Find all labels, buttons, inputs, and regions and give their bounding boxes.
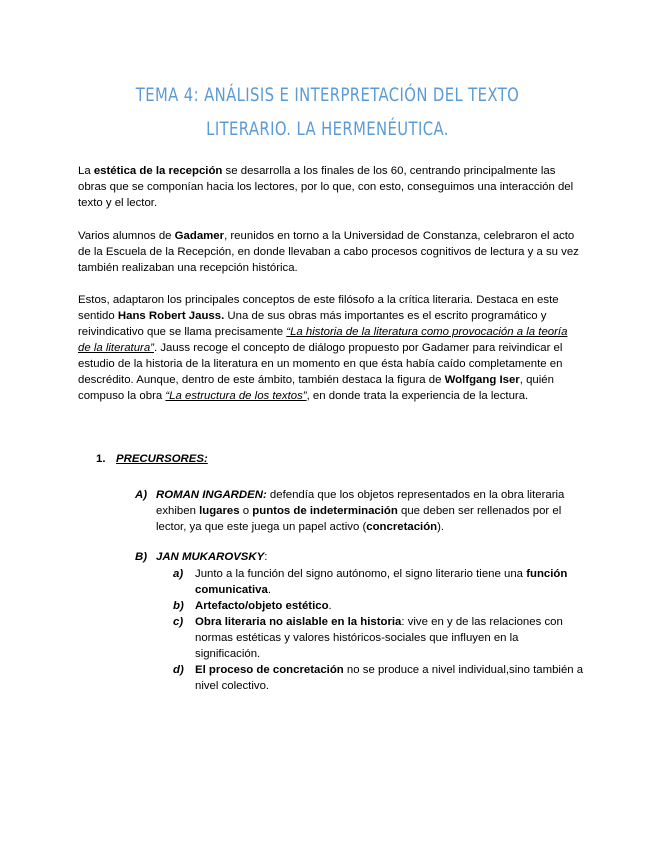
bold-term: Obra literaria no aislable en la historia xyxy=(195,616,402,628)
bold-term: concretación xyxy=(366,521,438,533)
work-title-reference: “La historia de la literatura como provocación a la teoría de la literatura” xyxy=(78,326,568,354)
text: , en donde trata la experiencia de la lectura. xyxy=(306,390,529,402)
text: que deben ser rellenados por el lector, ya que este juega un papel activo ( xyxy=(156,505,562,533)
list-marker: d) xyxy=(173,664,184,676)
text: Varios alumnos de xyxy=(78,230,175,242)
page-title: TEMA 4: ANÁLISIS E INTERPRETACIÓN DEL TEXTO LITERARIO. LA HERMENÉUTICA. xyxy=(135,84,520,140)
bold-term: El proceso de concretación xyxy=(195,664,344,676)
text: defendía que los objetos representados en la obra literaria exhiben xyxy=(156,489,565,517)
bold-term: puntos de indeterminación xyxy=(252,505,398,517)
list-item-mukarovsky xyxy=(135,549,584,565)
text: . xyxy=(328,600,332,612)
text: La xyxy=(78,165,94,177)
paragraph-jauss-iser xyxy=(78,292,583,404)
text: . Jauss recoge el concepto de diálogo propuesto por Gadamer para reivindicar el estudio de la historia de la literatura en un momento en que ésta había caído completamente en descrédito. Aunque, dentro de este ámbito, también destaca la figura de xyxy=(78,342,563,386)
text: : vive en y de las relaciones con normas estéticas y valores históricos-sociales que influyen en la significación. xyxy=(195,616,563,660)
sub-item-c xyxy=(173,614,585,662)
text: , reunidos en torno a la Universidad de Constanza, celebraron el acto de la Escuela de la Recepción, en donde llevaban a cabo procesos cognitivos de lectura y a su vez también realizaban una recepción histórica. xyxy=(78,230,579,274)
sub-item-d xyxy=(173,662,585,694)
bold-term: Hans Robert Jauss. xyxy=(117,310,225,322)
text: . xyxy=(267,584,271,596)
text: Estos, adaptaron los principales conceptos de este filósofo a la crítica literaria. Destaca en este sentido xyxy=(78,294,559,322)
text: , quién compuso la obra xyxy=(78,374,554,402)
list-marker: A) xyxy=(135,489,148,501)
work-title-reference: “La estructura de los textos” xyxy=(165,390,307,402)
paragraph-reception-aesthetics xyxy=(78,163,583,211)
list-item-ingarden xyxy=(135,487,584,535)
text: Una de sus obras más importantes es el escrito programático y reivindicativo que se llama precisamente xyxy=(78,310,547,338)
author-name: JAN MUKAROVSKY xyxy=(156,551,265,563)
paragraph-gadamer xyxy=(78,228,583,276)
bold-term: estética de la recepción xyxy=(93,165,223,177)
text: : xyxy=(264,551,268,563)
section-number: 1. xyxy=(96,453,106,465)
bold-term: Wolfgang Iser xyxy=(444,374,520,386)
author-name: ROMAN INGARDEN: xyxy=(156,489,267,501)
sub-item-b xyxy=(173,598,585,614)
list-marker: c) xyxy=(173,616,184,628)
sub-item-a xyxy=(173,566,585,598)
text: o xyxy=(239,505,253,517)
text: no se produce a nivel individual,sino también a nivel colectivo. xyxy=(195,664,584,692)
text: ). xyxy=(437,521,445,533)
bold-term: lugares xyxy=(199,505,240,517)
text: Junto a la función del signo autónomo, el signo literario tiene una xyxy=(195,568,527,580)
section-label: PRECURSORES: xyxy=(116,453,208,465)
list-marker: b) xyxy=(173,600,184,612)
bold-term: Gadamer xyxy=(174,230,225,242)
list-marker: a) xyxy=(173,568,184,580)
bold-term: función comunicativa xyxy=(195,568,568,596)
list-marker: B) xyxy=(135,551,148,563)
bold-term: Artefacto/objeto estético xyxy=(195,600,329,612)
text: se desarrolla a los finales de los 60, centrando principalmente las obras que se componían hacia los lectores, por lo que, con esto, conseguimos una interacción del texto y el lector. xyxy=(78,165,574,209)
section-heading-precursors xyxy=(96,453,208,465)
